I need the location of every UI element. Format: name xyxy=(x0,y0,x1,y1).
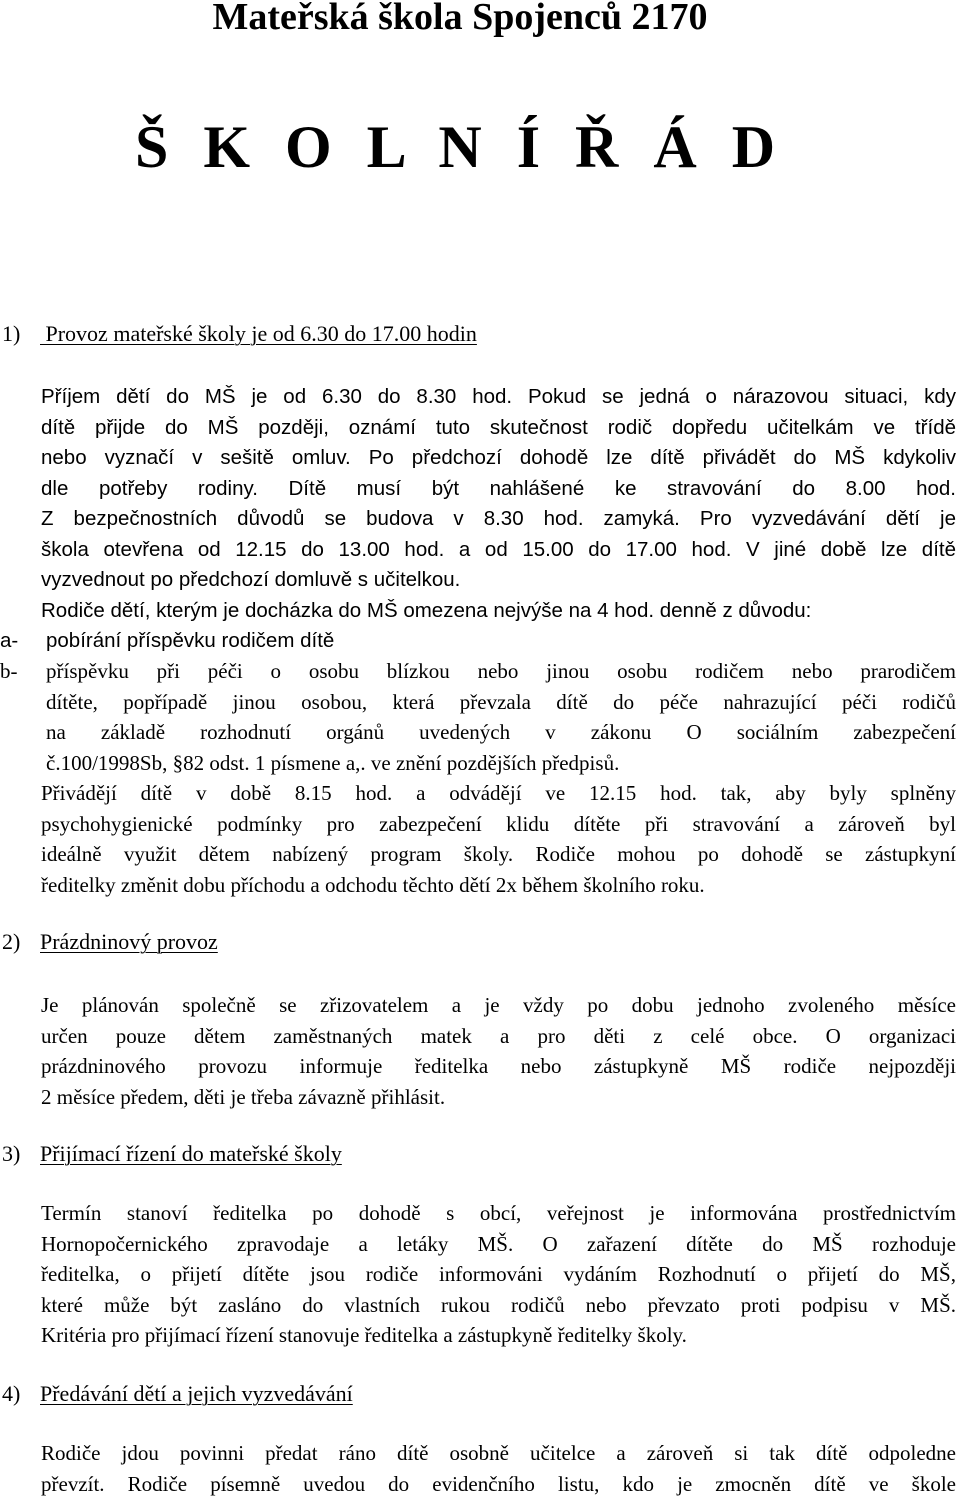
section-2-line-1: Je plánován společně se zřizovatelem a je vždy po dobu jednoho zvoleného měsíce xyxy=(41,993,956,1017)
section-1-body xyxy=(41,382,956,626)
section-4-title: Předávání dětí a jejich vyzvedávání xyxy=(40,1381,353,1406)
section-1-line-2: dítě přijde do MŠ později, oznámí tuto skutečnost rodič dopředu učitelkám ve třídě xyxy=(41,415,956,439)
section-2-line-2: určen pouze dětem zaměstnaných matek a pro děti z celé obce. O organizaci xyxy=(41,1023,956,1048)
section-1-line-5: Z bezpečnostních důvodů se budova v 8.30 hod. zamyká. Pro vyzvedávání dětí je xyxy=(41,507,956,530)
list-marker-b: b- xyxy=(0,659,18,683)
section-4-body xyxy=(41,1438,956,1499)
section-1-after-line-1: Přivádějí dítě v době 8.15 hod. a odvádějí ve 12.15 hod. tak, aby byly splněny xyxy=(41,781,956,805)
list-item-b xyxy=(0,656,956,778)
section-1-line-4: dle potřeby rodiny. Dítě musí být nahlášené ke stravování do 8.00 hod. xyxy=(41,476,956,500)
list-item-a xyxy=(0,626,956,657)
section-2-number: 2) xyxy=(2,929,21,954)
section-1-line-6: škola otevřena od 12.15 do 13.00 hod. a od 15.00 do 17.00 hod. V jiné době lze dítě xyxy=(41,537,956,561)
section-2-title: Prázdninový provoz xyxy=(40,929,218,954)
section-2-line-4: 2 měsíce předem, děti je třeba závazně přihlásit. xyxy=(41,1084,446,1109)
section-1-after xyxy=(41,778,956,900)
section-3-line-5: Kritéria pro přijímací řízení stanovuje ředitelka a zástupkyně ředitelky školy. xyxy=(41,1323,687,1347)
list-marker-a: a- xyxy=(0,629,19,652)
section-3-title: Přijímací řízení do mateřské školy xyxy=(40,1141,342,1166)
section-1-after-line-4: ředitelky změnit dobu příchodu a odchodu těchto dětí 2x během školního roku. xyxy=(41,872,705,897)
section-4-number: 4) xyxy=(2,1381,21,1406)
section-3-line-3: ředitelka, o přijetí dítěte jsou rodiče informováni vydáním Rozhodnutí o přijetí do MŠ, xyxy=(41,1262,956,1286)
section-3-line-4: které může být zasláno do vlastních rukou rodičů nebo převzato proti podpisu v MŠ. xyxy=(41,1292,956,1317)
list-item-a-line-1: pobírání příspěvku rodičem dítě xyxy=(46,629,335,652)
list-item-b-line-3: na základě rozhodnutí orgánů uvedených v zákonu O sociálním zabezpečení xyxy=(46,720,956,744)
section-1-list-b xyxy=(0,656,956,778)
section-1-number: 1) xyxy=(2,321,21,346)
section-3-heading xyxy=(2,1140,342,1168)
section-3-body xyxy=(41,1198,956,1351)
section-1-title: Provoz mateřské školy je od 6.30 do 17.00 hodin xyxy=(40,321,477,346)
school-name: Mateřská škola Spojenců 2170 xyxy=(212,0,708,38)
list-item-b-line-1: příspěvku při péči o osobu blízkou nebo jinou osobu rodičem nebo prarodičem xyxy=(46,659,956,683)
section-1-after-line-2: psychohygienické podmínky pro zabezpečení klidu dítěte při stravování a zároveň byl xyxy=(41,811,956,836)
section-3-line-2: Hornopočernického zpravodaje a letáky MŠ. O zařazení dítěte do MŠ rozhoduje xyxy=(41,1231,956,1256)
section-1-after-line-3: ideálně využit dětem nabízený program školy. Rodiče mohou po dohodě se zástupkyní xyxy=(41,842,956,866)
section-1-line-3: nebo vyznačí v sešitě omluv. Po předchozí dohodě lze dítě přivádět do MŠ kdykoliv xyxy=(41,446,956,469)
list-item-b-line-4: č.100/1998Sb, §82 odst. 1 písmene a,. ve znění pozdějších předpisů. xyxy=(46,750,620,775)
section-2-body xyxy=(41,990,956,1112)
list-item-b-line-2: dítěte, popřípadě jinou osobou, která převzala dítě do péče nahrazující péči rodičů xyxy=(46,689,956,714)
section-3-number: 3) xyxy=(2,1141,21,1166)
section-3-line-1: Termín stanoví ředitelka po dohodě s obcí, veřejnost je informována prostřednictvím xyxy=(41,1201,956,1225)
section-4-line-2: převzít. Rodiče písemně uvedou do evidenčního listu, kdo je zmocněn dítě ve škole xyxy=(41,1471,956,1496)
section-1-line-7: vyzvednout po předchozí domluvě s učitelkou. xyxy=(41,568,461,591)
section-4-heading xyxy=(2,1380,353,1408)
section-4-line-1: Rodiče jdou povinni předat ráno dítě osobně učitelce a zároveň si tak dítě odpoledne xyxy=(41,1441,956,1465)
section-1-line-1: Příjem dětí do MŠ je od 6.30 do 8.30 hod. Pokud se jedná o nárazovou situaci, kdy xyxy=(41,385,956,408)
section-1-line-8: Rodiče dětí, kterým je docházka do MŠ omezena nejvýše na 4 hod. denně z důvodu: xyxy=(41,598,812,622)
section-1-list xyxy=(0,626,956,657)
document-title: Š K O L N Í Ř Á D xyxy=(134,114,786,180)
section-2-line-3: prázdninového provozu informuje ředitelka nebo zástupkyně MŠ rodiče nejpozději xyxy=(41,1054,956,1078)
section-1-heading xyxy=(2,320,477,348)
section-2-heading xyxy=(2,928,218,956)
